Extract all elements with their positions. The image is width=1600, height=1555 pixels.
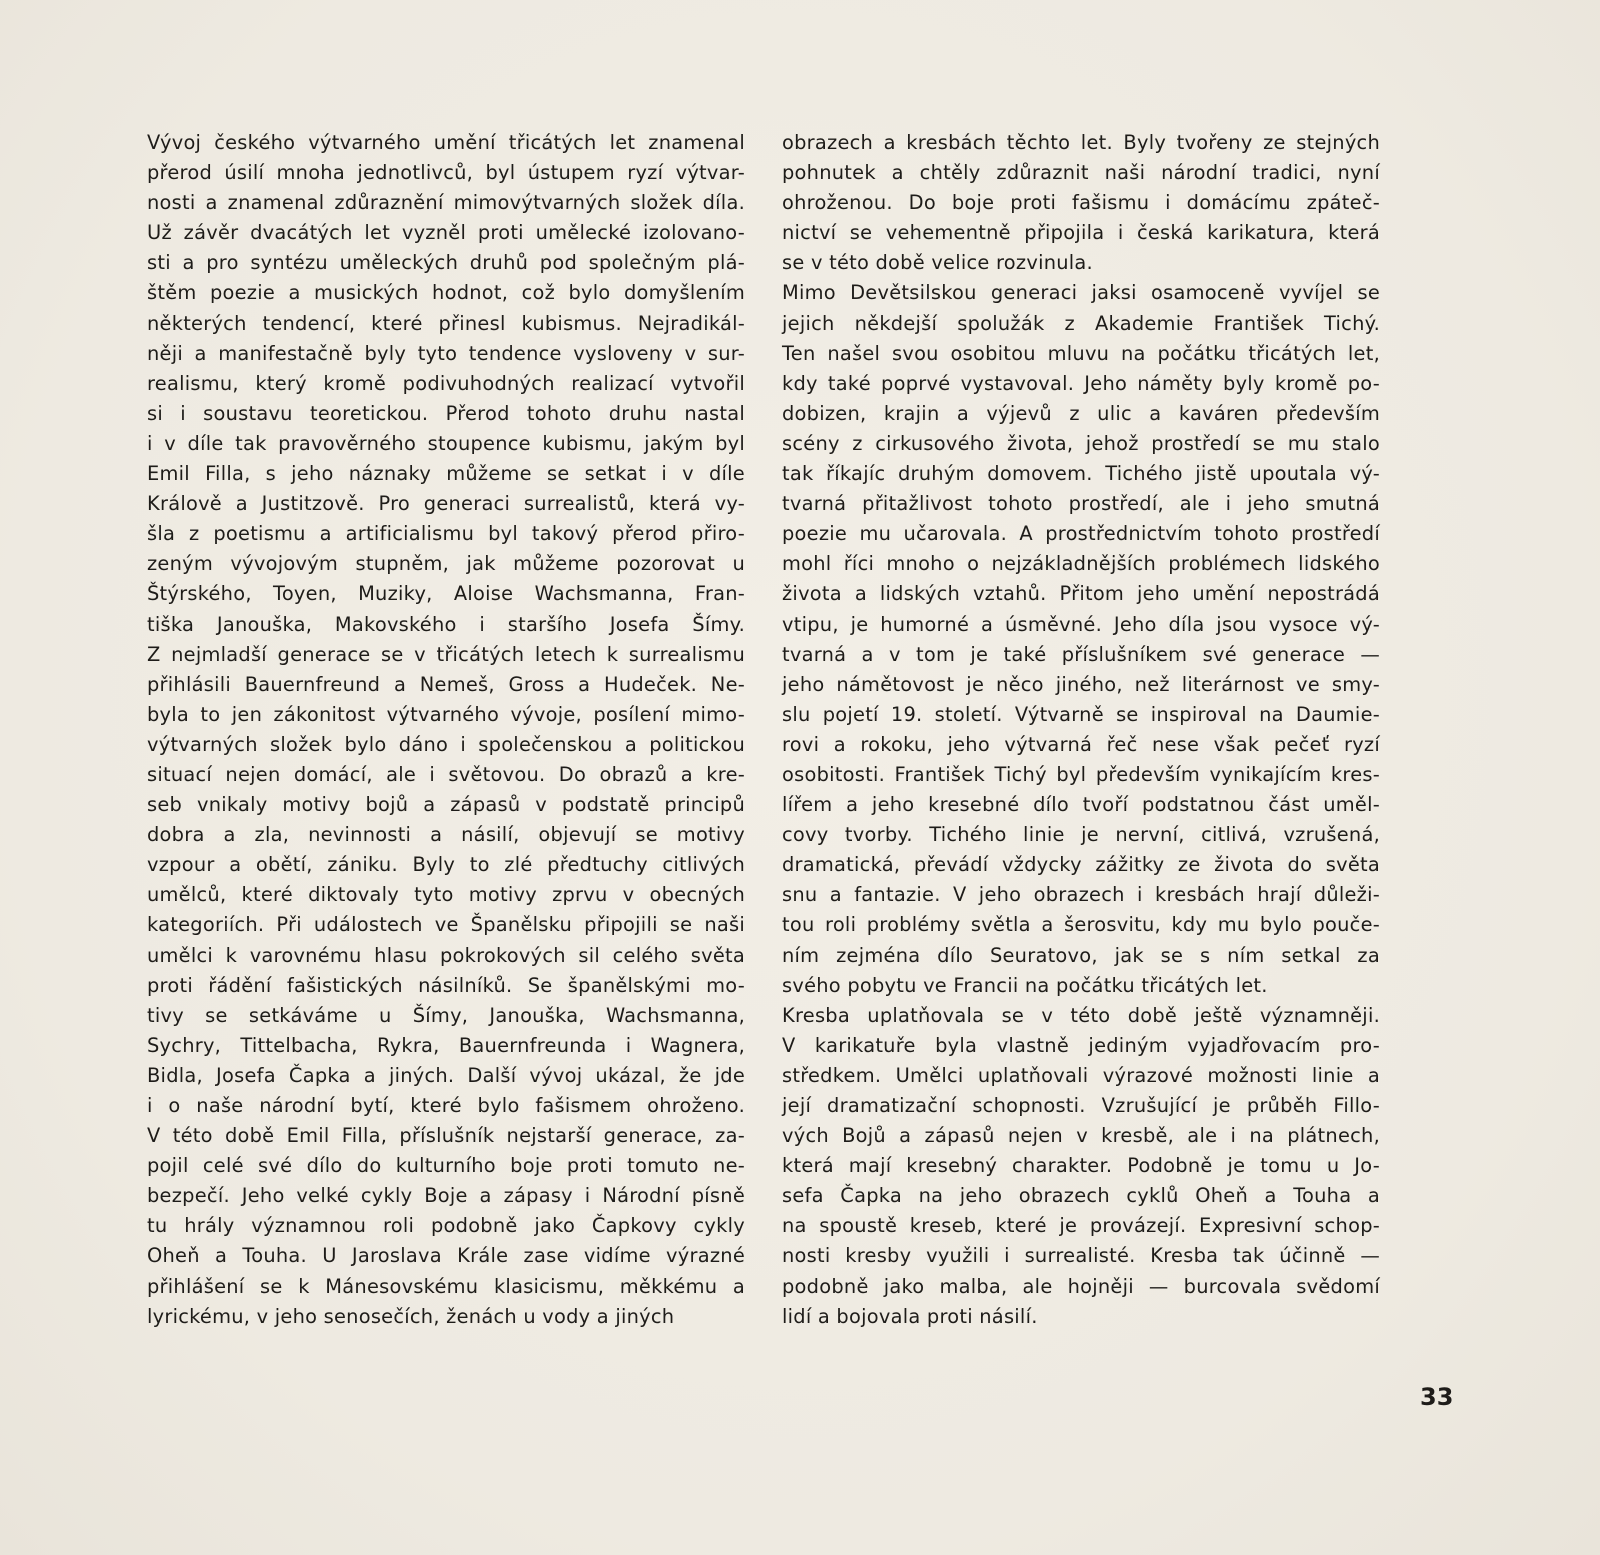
text-line: výtvarných složek bylo dáno i společenskou a politickou (147, 732, 745, 756)
text-line: V karikatuře byla vlastně jediným vyjadřovacím pro- (782, 1033, 1380, 1057)
text-line: Štýrského, Toyen, Muziky, Aloise Wachsmanna, Fran- (147, 582, 745, 606)
text-line: přihlášení se k Mánesovskému klasicismu, měkkému a (147, 1274, 745, 1298)
right-text-column (782, 128, 1380, 1332)
text-line: tou roli problémy světla a šerosvitu, kdy mu bylo pouče- (782, 913, 1380, 937)
text-line: na spoustě kreseb, které je provázejí. Expresivní schop- (782, 1214, 1380, 1238)
text-line: tiška Janouška, Makovského i staršího Josefa Šímy. (147, 612, 745, 636)
text-line: umělci k varovnému hlasu pokrokových sil celého světa (147, 943, 745, 967)
text-line: covy tvorby. Tichého linie je nervní, citlivá, vzrušená, (782, 823, 1380, 847)
text-line: osobitosti. František Tichý byl především vynikajícím kres- (782, 762, 1380, 786)
text-line: tivy se setkáváme u Šímy, Janouška, Wachsmanna, (147, 1003, 745, 1027)
text-line: svého pobytu ve Francii na počátku třicátých let. (782, 973, 1268, 997)
text-line: Kresba uplatňovala se v této době ještě významněji. (782, 1003, 1380, 1027)
text-line: seb vnikaly motivy bojů a zápasů v podstatě principů (147, 793, 745, 817)
text-line: bezpečí. Jeho velké cykly Boje a zápasy i Národní písně (147, 1184, 745, 1208)
text-line: pojil celé své dílo do kulturního boje proti tomuto ne- (147, 1154, 745, 1178)
text-line: dobizen, krajin a výjevů z ulic a kaváren především (782, 401, 1380, 425)
text-line: proti řádění fašistických násilníků. Se španělskými mo- (147, 973, 745, 997)
text-line: vzpour a obětí, zániku. Byly to zlé předtuchy citlivých (147, 853, 745, 877)
text-line: nosti kresby využili i surrealisté. Kresba tak účinně — (782, 1244, 1380, 1268)
text-line: života a lidských vztahů. Přitom jeho umění nepostrádá (782, 582, 1380, 606)
text-line: i v díle tak pravověrného stoupence kubismu, jakým byl (147, 431, 745, 455)
text-line: si i soustavu teoretickou. Přerod tohoto druhu nastal (147, 401, 745, 425)
text-line: Oheň a Touha. U Jaroslava Krále zase vidíme výrazné (147, 1244, 745, 1268)
text-line: Už závěr dvacátých let vyzněl proti umělecké izolovano- (147, 221, 745, 245)
text-line: tu hrály významnou roli podobně jako Čapkovy cykly (147, 1214, 745, 1238)
page-number: 33 (1420, 1383, 1454, 1411)
text-line: šla z poetismu a artificialismu byl takový přerod přiro- (147, 522, 745, 546)
text-line: tvarná a v tom je také příslušníkem své generace — (782, 642, 1380, 666)
text-line: vých Bojů a zápasů nejen v kresbě, ale i na plátnech, (782, 1124, 1380, 1148)
text-line: lířem a jeho kresebné dílo tvoří podstatnou část uměl- (782, 793, 1380, 817)
text-line: zeným vývojovým stupněm, jak můžeme pozorovat u (147, 552, 745, 576)
text-line: dramatická, převádí vždycky zážitky ze života do světa (782, 853, 1380, 877)
text-line: ohroženou. Do boje proti fašismu i domácímu zpáteč- (782, 191, 1380, 215)
text-line: poezie mu učarovala. A prostřednictvím tohoto prostředí (782, 522, 1380, 546)
text-line: dobra a zla, nevinnosti a násilí, objevují se motivy (147, 823, 745, 847)
text-line: nictví se vehementně připojila i česká karikatura, která (782, 221, 1380, 245)
text-line: kategoriích. Při událostech ve Španělsku připojili se naši (147, 913, 745, 937)
text-line: snu a fantazie. V jeho obrazech i kresbách hrají důleži- (782, 883, 1380, 907)
text-line: která mají kresebný charakter. Podobně je tomu u Jo- (782, 1154, 1380, 1178)
text-line: sefa Čapka na jeho obrazech cyklů Oheň a Touha a (782, 1184, 1380, 1208)
text-line: lidí a bojovala proti násilí. (782, 1304, 1038, 1328)
text-line: jejich někdejší spolužák z Akademie František Tichý. (782, 311, 1380, 335)
text-line: V této době Emil Filla, příslušník nejstarší generace, za- (147, 1124, 745, 1148)
text-line: přihlásili Bauernfreund a Nemeš, Gross a Hudeček. Ne- (147, 672, 745, 696)
left-text-column (147, 128, 745, 1332)
text-line: umělců, které diktovaly tyto motivy zprvu v obecných (147, 883, 745, 907)
text-line: i o naše národní bytí, které bylo fašismem ohroženo. (147, 1094, 745, 1117)
text-line: situací nejen domácí, ale i světovou. Do obrazů a kre- (147, 762, 745, 786)
text-line: sti a pro syntézu uměleckých druhů pod společným plá- (147, 251, 745, 275)
text-line: byla to jen zákonitost výtvarného vývoje, posílení mimo- (147, 702, 745, 726)
text-line: tvarná přitažlivost tohoto prostředí, ale i jeho smutná (782, 492, 1380, 516)
text-line: rovi a rokoku, jeho výtvarná řeč nese však pečeť ryzí (782, 732, 1380, 756)
text-line: podobně jako malba, ale hojněji — burcovala svědomí (782, 1274, 1380, 1298)
text-line: lyrickému, v jeho senosečích, ženách u vody a jiných (147, 1304, 675, 1328)
text-line: Vývoj českého výtvarného umění třicátých let znamenal (147, 131, 745, 154)
text-line: jeho námětovost je něco jiného, než literárnost ve smy- (782, 672, 1380, 696)
text-line: se v této době velice rozvinula. (782, 251, 1093, 275)
text-line: kdy také poprvé vystavoval. Jeho náměty byly kromě po- (782, 371, 1380, 395)
text-line: některých tendencí, které přinesl kubismus. Nejradikál- (147, 311, 745, 335)
text-line: pohnutek a chtěly zdůraznit naši národní tradici, nyní (782, 161, 1380, 185)
text-line: Ten našel svou osobitou mluvu na počátku třicátých let, (782, 341, 1380, 365)
text-line: její dramatizační schopnosti. Vzrušující je průběh Fillo- (782, 1094, 1380, 1117)
text-line: tak říkajíc druhým domovem. Tichého jistě upoutala vý- (782, 462, 1380, 486)
text-line: scény z cirkusového života, jehož prostředí se mu stalo (782, 431, 1380, 455)
text-line: Bidla, Josefa Čapka a jiných. Další vývoj ukázal, že jde (147, 1063, 745, 1087)
text-line: středkem. Umělci uplatňovali výrazové možnosti linie a (782, 1063, 1380, 1087)
text-line: obrazech a kresbách těchto let. Byly tvořeny ze stejných (782, 131, 1380, 154)
text-line: ním zejména dílo Seuratovo, jak se s ním setkal za (782, 943, 1380, 967)
text-line: Králově a Justitzově. Pro generaci surrealistů, která vy- (147, 492, 745, 516)
text-line: Z nejmladší generace se v třicátých letech k surrealismu (147, 642, 745, 666)
text-line: přerod úsilí mnoha jednotlivců, byl ústupem ryzí výtvar- (147, 161, 745, 185)
text-line: Mimo Devětsilskou generaci jaksi osamoceně vyvíjel se (782, 281, 1380, 305)
text-line: štěm poezie a musických hodnot, což bylo domyšlením (147, 281, 745, 305)
text-line: něji a manifestačně byly tyto tendence vysloveny v sur- (147, 341, 745, 365)
text-line: nosti a znamenal zdůraznění mimovýtvarných složek díla. (147, 191, 745, 215)
text-line: slu pojetí 19. století. Výtvarně se inspiroval na Daumie- (782, 702, 1380, 726)
text-line: vtipu, je humorné a úsměvné. Jeho díla jsou vysoce vý- (782, 612, 1380, 636)
text-line: Sychry, Tittelbacha, Rykra, Bauernfreunda i Wagnera, (147, 1033, 745, 1057)
text-line: mohl říci mnoho o nejzákladnějších problémech lidského (782, 552, 1380, 576)
text-line: realismu, který kromě podivuhodných realizací vytvořil (147, 371, 745, 395)
text-line: Emil Filla, s jeho náznaky můžeme se setkat i v díle (147, 462, 745, 486)
